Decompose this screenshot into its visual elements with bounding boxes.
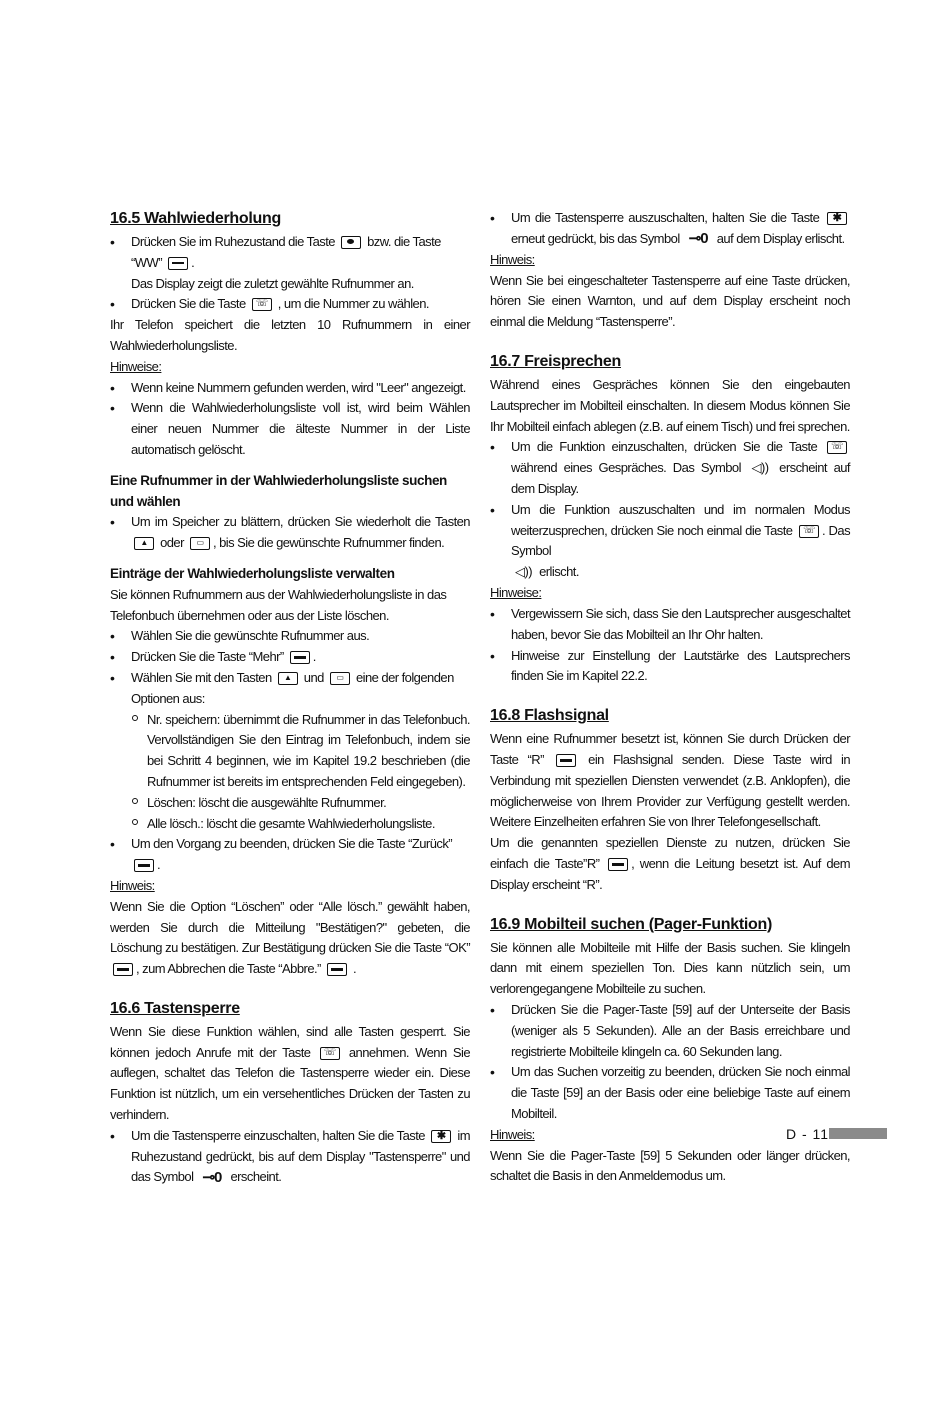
talk-key-icon: ☏ xyxy=(827,441,847,454)
list-item xyxy=(110,834,470,876)
section-title: 16.7 Freisprechen xyxy=(490,352,621,370)
list-item: • Wählen Sie die gewünschte Rufnummer aus. xyxy=(110,626,470,647)
text: Drücken Sie die Taste xyxy=(131,296,246,312)
option-item: Alle lösch.: löscht die gesamte Wahlwiederholungsliste. xyxy=(110,814,470,835)
keylock-icon: ⊸0 xyxy=(202,1168,222,1186)
page-bar xyxy=(829,1128,887,1139)
paragraph: Sie können Rufnummern aus der Wahlwiederholungsliste in das Telefonbuch übernehmen oder aus der Liste löschen. xyxy=(110,586,447,623)
keylock-icon: ⊸0 xyxy=(688,229,708,247)
text: erscheint auf dem Display. xyxy=(511,460,850,497)
section-16-6-cont xyxy=(490,208,850,250)
text: Drücken Sie die Taste “Mehr” xyxy=(131,649,284,665)
menu-key-icon xyxy=(556,754,576,767)
text: , zum Abbrechen die Taste “Abbre.” xyxy=(136,961,321,977)
option-item: Nr. speichern: übernimmt die Rufnummer in das Telefonbuch. Vervollständigen Sie den Eintrag im Telefonbuch, indem sie bei Schritt 4 beginnen, wie im Kapitel 19.2 beschrieben (die Rufnummer ist bereits im entsprechenden Feld eingegeben). xyxy=(110,710,470,793)
up-key-icon: ▲ xyxy=(278,672,298,685)
section-title: 16.8 Flashsignal xyxy=(490,707,609,725)
list-item: • Vergewissern Sie sich, dass Sie den Lautsprecher ausgeschaltet haben, bevor Sie das Mobilteil an Ihr Ohr halten. xyxy=(490,604,850,646)
list-item xyxy=(110,512,470,554)
list-item xyxy=(490,208,850,250)
text: . Das Symbol xyxy=(511,522,851,559)
text: . xyxy=(312,649,316,665)
page-number: D - 11 xyxy=(786,1126,830,1142)
redial-key-icon xyxy=(341,236,361,249)
section-16-8 xyxy=(490,705,850,895)
list-item xyxy=(490,500,850,583)
text: Wenn Sie die Option “Löschen” oder “Alle lösch.” gewählt haben, werden Sie durch die Mitteilung "Bestätigen?" gebeten, die Löschung zu bestätigen. Zur Bestätigung drücken Sie die Taste “OK” xyxy=(110,898,470,956)
menu-key-icon xyxy=(168,257,188,270)
text: . xyxy=(191,254,195,270)
text: Das Display zeigt die zuletzt gewählte Rufnummer an. xyxy=(131,275,414,291)
right-column xyxy=(490,208,850,1187)
note-label: Hinweis: xyxy=(490,1126,535,1142)
text: Wenn Sie diese Funktion wählen, sind alle Tasten gesperrt. Sie können jedoch Anrufe mit der Taste xyxy=(110,1023,470,1060)
paragraph xyxy=(110,897,470,980)
subheading: Einträge der Wahlwiederholungsliste verwalten xyxy=(110,565,395,581)
menu-key-icon xyxy=(113,963,133,976)
text: Um im Speicher zu blättern, drücken Sie wiederholt die Tasten xyxy=(131,514,470,530)
text: und xyxy=(303,669,324,685)
text: erscheint. xyxy=(230,1169,282,1185)
down-key-icon: ▭ xyxy=(330,672,350,685)
paragraph xyxy=(490,833,850,895)
notes-label: Hinweise: xyxy=(110,358,162,374)
subheading: Eine Rufnummer in der Wahlwiederholungsliste suchen und wählen xyxy=(110,472,447,509)
paragraph xyxy=(110,1022,470,1126)
menu-key-icon xyxy=(290,651,310,664)
text: Um die Funktion einzuschalten, drücken Sie die Taste xyxy=(511,439,818,455)
section-16-9 xyxy=(490,914,850,1188)
list-item xyxy=(110,668,470,710)
paragraph: Sie können alle Mobilteile mit Hilfe der Basis suchen. Sie klingeln dann mit einem speziellen Ton. Dies kann nützlich sein, um verlorengegangene Mobilteile zu suchen. xyxy=(490,939,850,997)
list-item: • Drücken Sie die Pager-Taste [59] auf der Unterseite der Basis (weniger als 5 Sekunden). Alle an der Basis erreichbare und registrierte Mobilteile klingeln ca. 60 Sekunden lang. xyxy=(490,1000,850,1062)
text: im Ruhezustand gedrückt, bis auf dem Display "Tastensperre" und das Symbol xyxy=(131,1127,470,1185)
text: , wenn die Leitung besetzt ist. Auf dem Display erscheint “R”. xyxy=(490,855,850,892)
text: Um die Tastensperre einzuschalten, halten Sie die Taste xyxy=(131,1127,425,1143)
text: Um die Tastensperre auszuschalten, halten Sie die Taste xyxy=(511,210,820,225)
text: Um die genannten speziellen Dienste zu nutzen, drücken Sie einfach die Taste”R” xyxy=(490,835,850,871)
text: Wählen Sie mit den Tasten xyxy=(131,669,272,685)
text: während eines Gespräches. Das Symbol xyxy=(511,460,741,476)
text: eine der folgenden Optionen aus: xyxy=(131,669,454,706)
text: Um den Vorgang zu beenden, drücken Sie die Taste “Zurück” xyxy=(131,836,453,852)
text: oder xyxy=(160,535,184,551)
note-label: Hinweis: xyxy=(110,877,155,893)
text: annehmen. Wenn Sie auflegen, schaltet das Telefon die Tastensperre wieder ein. Diese Funktion ist nützlich, um ein versehentliches Drücken der Tasten zu verhindern. xyxy=(110,1044,470,1123)
speaker-icon: ◁)) xyxy=(751,460,769,476)
text: erlischt. xyxy=(539,564,579,580)
menu-key-icon xyxy=(608,858,628,871)
talk-key-icon: ☏ xyxy=(320,1047,340,1060)
paragraph xyxy=(490,729,850,833)
up-key-icon: ▲ xyxy=(134,537,154,550)
star-key-icon: ✱ xyxy=(827,212,847,225)
section-16-7 xyxy=(490,351,850,687)
section-title: 16.6 Tastensperre xyxy=(110,999,240,1017)
section-16-6 xyxy=(110,998,470,1189)
section-title: 16.5 Wahlwiederholung xyxy=(110,210,281,227)
text: , um die Nummer zu wählen. xyxy=(277,296,429,312)
list-item xyxy=(110,294,470,315)
list-item xyxy=(110,1126,470,1189)
paragraph: Wenn Sie bei eingeschalteter Tastensperre auf eine Taste drücken, hören Sie einen Warnton, und auf dem Display erscheint noch einmal die Meldung “Tastensperre”. xyxy=(490,272,850,330)
text: erneut gedrückt, bis das Symbol xyxy=(511,230,680,246)
down-key-icon: ▭ xyxy=(190,537,210,550)
paragraph: Ihr Telefon speichert die letzten 10 Rufnummern in einer Wahlwiederholungsliste. xyxy=(110,317,470,353)
speaker-icon: ◁)) xyxy=(515,564,533,580)
section-16-5 xyxy=(110,208,470,980)
section-title: 16.9 Mobilteil suchen (Pager-Funktion) xyxy=(490,915,772,933)
list-item xyxy=(110,232,470,294)
list-item: • Wenn die Wahlwiederholungsliste voll ist, wird beim Wählen einer neuen Nummer die älteste Nummer in der Liste automatisch gelöscht. xyxy=(110,398,470,460)
text: . xyxy=(157,857,161,873)
text: Um die Funktion auszuschalten und im normalen Modus weiterzusprechen, drücken Sie noch einmal die Taste xyxy=(511,501,850,538)
menu-key-icon xyxy=(327,963,347,976)
note-label: Hinweis: xyxy=(490,251,535,267)
paragraph: Wenn Sie die Pager-Taste [59] 5 Sekunden oder länger drücken, schaltet die Basis in den Anmeldemodus um. xyxy=(490,1147,850,1184)
list-item: • Um das Suchen vorzeitig zu beenden, drücken Sie noch einmal die Taste [59] an der Basis oder eine beliebige Taste auf einem Mobilteil. xyxy=(490,1062,850,1124)
text: bzw. die Taste “WW” xyxy=(131,234,441,270)
list-item xyxy=(110,647,470,668)
list-item xyxy=(490,437,850,500)
text: auf dem Display erlischt. xyxy=(716,230,845,246)
list-item: • Wenn keine Nummern gefunden werden, wird "Leer" angezeigt. xyxy=(110,378,470,399)
notes-label: Hinweise: xyxy=(490,585,542,601)
menu-key-icon xyxy=(134,859,154,872)
star-key-icon: ✱ xyxy=(431,1130,451,1143)
option-item: Löschen: löscht die ausgewählte Rufnummer. xyxy=(110,793,470,814)
list-item: • Hinweise zur Einstellung der Lautstärke des Lautsprechers finden Sie im Kapitel 22.2. xyxy=(490,646,850,688)
left-column xyxy=(110,208,470,1188)
talk-key-icon: ☏ xyxy=(252,298,272,311)
text: Wenn eine Rufnummer besetzt ist, können Sie durch Drücken der Taste “R” xyxy=(490,731,850,767)
talk-key-icon: ☏ xyxy=(799,525,819,538)
text: . xyxy=(352,961,357,977)
text: ein Flashsignal senden. Diese Taste wird in Verbindung mit speziellen Diensten verwendet (z.B. Anklopfen), die möglicherweise von Ihrem Provider zur Verfügung gestellt werden. Weitere Einzelheiten erfahren Sie von Ihrer Telefongesellschaft. xyxy=(490,752,851,830)
text: , bis Sie die gewünschte Rufnummer finden. xyxy=(212,535,445,551)
text: Drücken Sie im Ruhezustand die Taste xyxy=(131,234,335,249)
paragraph: Während eines Gespräches können Sie den eingebauten Lautsprecher im Mobilteil einschalten. In diesem Modus können Sie Ihr Mobilteil einfach ablegen (z.B. auf einem Tisch) und frei sprechen. xyxy=(490,376,850,434)
